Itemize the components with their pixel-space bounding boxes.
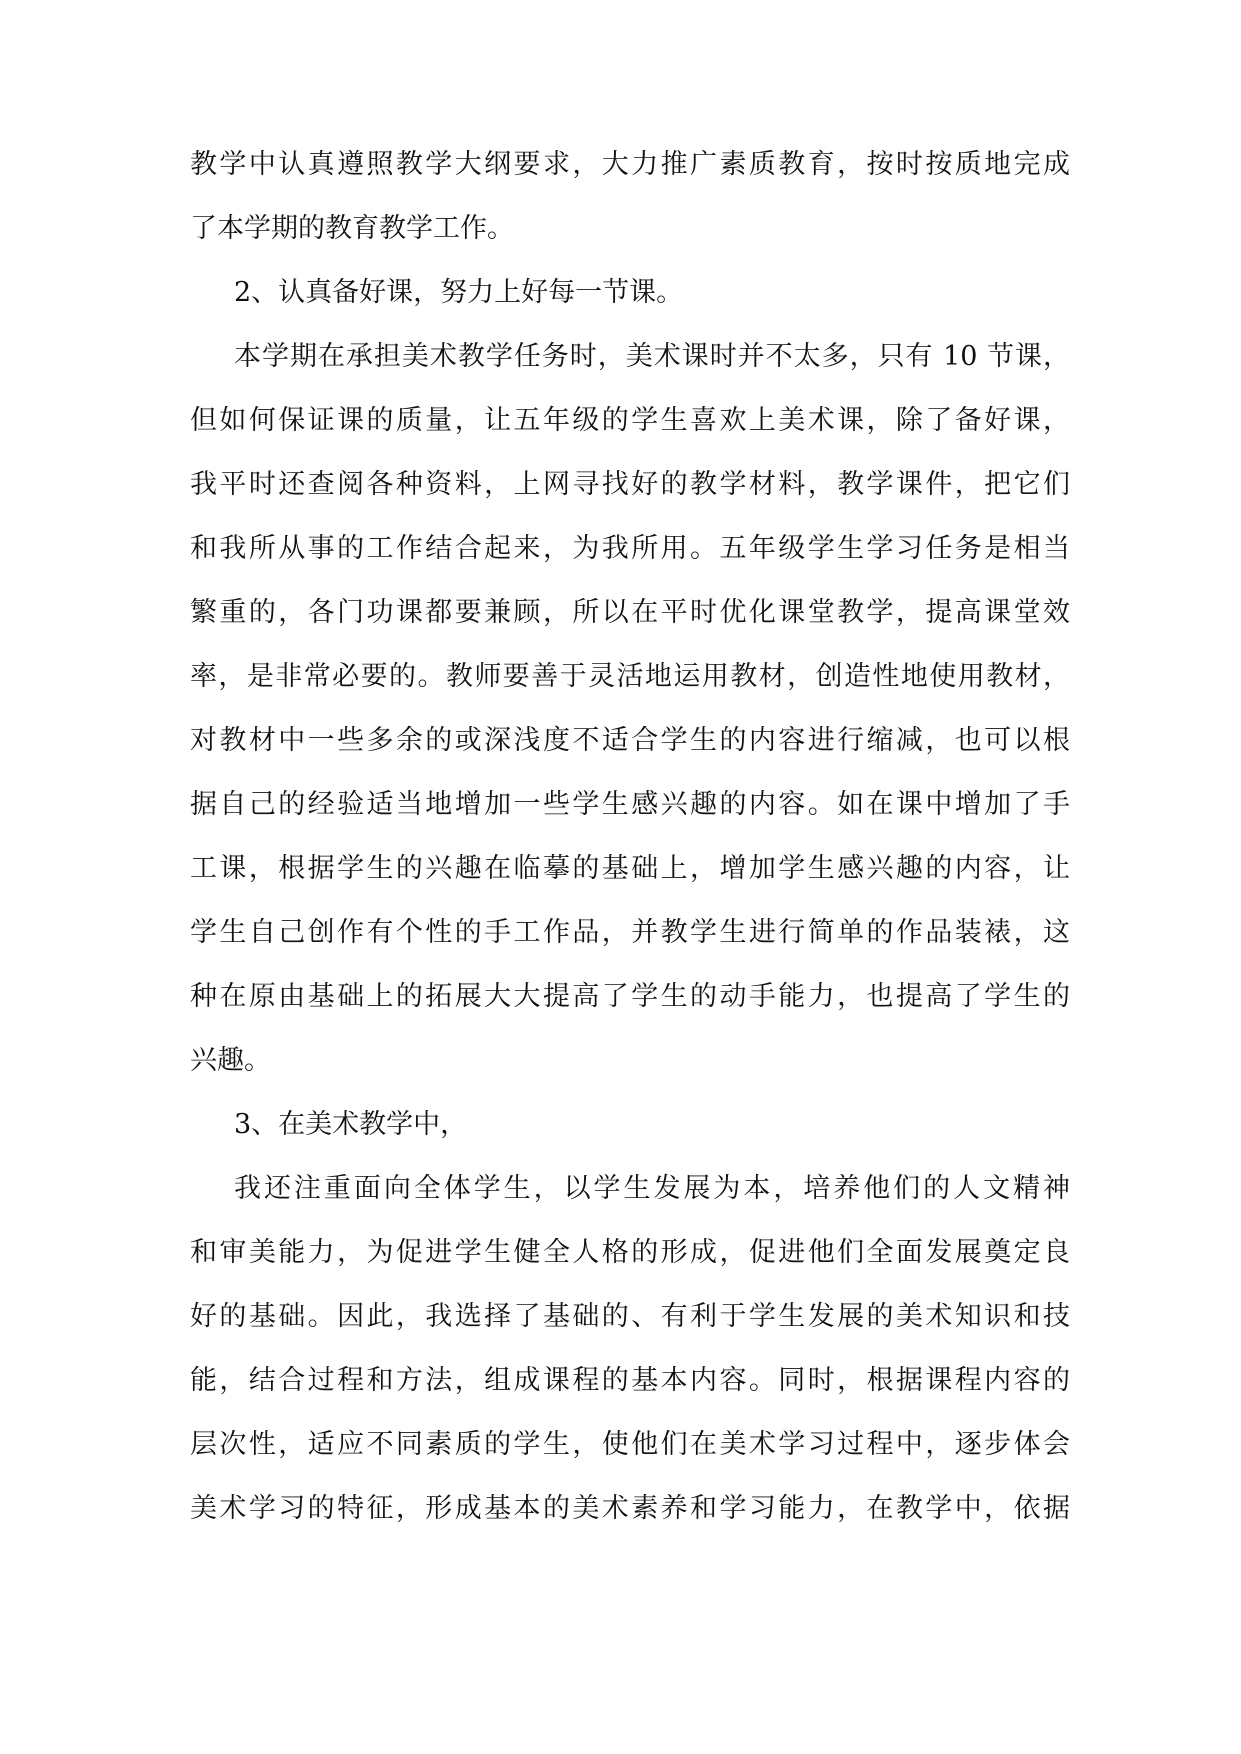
text-line: 和我所从事的工作结合起来，为我所用。五年级学生学习任务是相当 [190,533,1070,564]
text-line: 层次性，适应不同素质的学生，使他们在美术学习过程中，逐步体会 [190,1429,1070,1460]
text-line: 对教材中一些多余的或深浅度不适合学生的内容进行缩减，也可以根 [190,725,1070,756]
text-line: 繁重的，各门功课都要兼顾，所以在平时优化课堂教学，提高课堂效 [190,597,1070,628]
text-line: 2、认真备好课，努力上好每一节课。 [234,277,684,308]
text-line: 率，是非常必要的。教师要善于灵活地运用教材，创造性地使用教材， [190,661,1070,692]
text-line: 学生自己创作有个性的手工作品，并教学生进行简单的作品装裱，这 [190,917,1070,948]
text-line: 我还注重面向全体学生，以学生发展为本，培养他们的人文精神 [234,1173,1070,1204]
text-line: 美术学习的特征，形成基本的美术素养和学习能力，在教学中，依据 [190,1493,1070,1524]
text-line: 种在原由基础上的拓展大大提高了学生的动手能力，也提高了学生的 [190,981,1070,1012]
text-line: 我平时还查阅各种资料，上网寻找好的教学材料，教学课件，把它们 [190,469,1070,500]
text-line: 和审美能力，为促进学生健全人格的形成，促进他们全面发展奠定良 [190,1237,1070,1268]
text-line: 本学期在承担美术教学任务时，美术课时并不太多，只有 10 节课， [234,341,1070,372]
text-line: 3、在美术教学中， [234,1109,468,1140]
text-line: 了本学期的教育教学工作。 [190,213,514,244]
text-line: 工课，根据学生的兴趣在临摹的基础上，增加学生感兴趣的内容，让 [190,853,1070,884]
text-line: 好的基础。因此，我选择了基础的、有利于学生发展的美术知识和技 [190,1301,1070,1332]
text-line: 兴趣。 [190,1045,271,1076]
text-line: 能，结合过程和方法，组成课程的基本内容。同时，根据课程内容的 [190,1365,1070,1396]
text-line: 据自己的经验适当地增加一些学生感兴趣的内容。如在课中增加了手 [190,789,1070,820]
text-line: 但如何保证课的质量，让五年级的学生喜欢上美术课，除了备好课， [190,405,1070,436]
text-line: 教学中认真遵照教学大纲要求，大力推广素质教育，按时按质地完成 [190,149,1070,180]
